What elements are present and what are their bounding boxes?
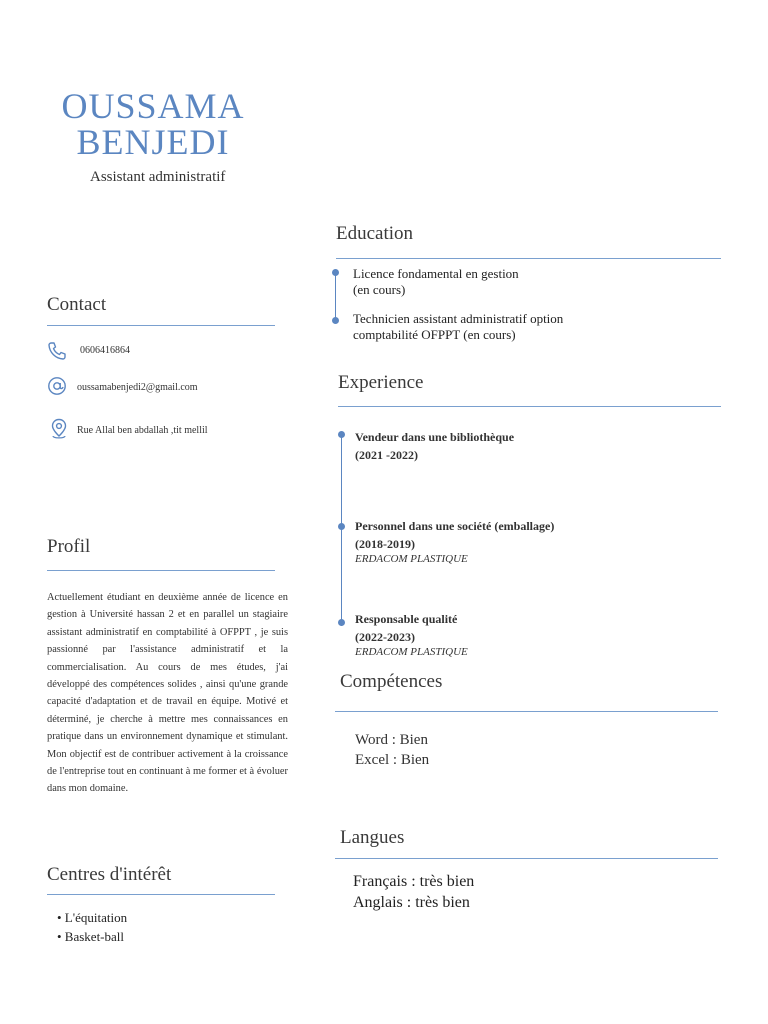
experience-item (355, 610, 468, 658)
timeline-dot (338, 619, 345, 626)
profile-text: Actuellement étudiant en deuxième année de licence en gestion à Université hassan 2 et en parallel un stagiaire assistant administratif en comptabilité à OFPPT , je suis passionné par l'assistance administratif et la commercialisation. Au cours de mes études, j'ai développé des compétences solides , ainsi qu'une grande capacité d'adaptation et de travail en équipe. Motivé et déterminé, je cherche à mettre mes connaissances en pratique dans un environnement dynamique et stimulant. Mon objectif est de contribuer activement à la croissance de l'entreprise tout en continuant à me former et à évoluer dans mon domaine. (47, 592, 288, 795)
languages-title: Langues (340, 827, 405, 848)
experience-item (355, 517, 554, 565)
experience-dates: (2021 -2022) (355, 448, 418, 462)
timeline-dot (338, 431, 345, 438)
timeline-dot (332, 317, 339, 324)
skills-title: Compétences (340, 671, 443, 692)
education-item (353, 266, 519, 298)
email-address: oussamabenjedi2@gmail.com (77, 382, 198, 393)
languages-list (353, 871, 474, 913)
list-item: Français : très bien (353, 873, 475, 890)
experience-role: Personnel dans une société (emballage) (355, 519, 555, 533)
languages-divider (335, 858, 718, 859)
education-divider (336, 258, 721, 259)
timeline-dot (338, 523, 345, 530)
experience-timeline (341, 434, 342, 626)
first-name: OUSSAMA (61, 86, 245, 126)
last-name: BENJEDI (76, 122, 230, 162)
interests-title: Centres d'intérêt (47, 864, 172, 885)
interests-divider (47, 894, 275, 895)
list-item: Anglais : très bien (353, 894, 470, 911)
timeline-dot (332, 269, 339, 276)
list-item: • Basket-ball (57, 929, 125, 944)
list-item: Excel : Bien (355, 752, 430, 768)
experience-role: Vendeur dans une bibliothèque (355, 430, 515, 444)
skills-list (355, 730, 429, 770)
candidate-name (48, 88, 258, 160)
education-timeline (335, 272, 336, 320)
education-item (353, 311, 563, 343)
education-status: comptabilité OFPPT (en cours) (353, 327, 516, 342)
experience-dates: (2018-2019) (355, 537, 415, 551)
phone-icon (47, 341, 67, 361)
list-item: • L'équitation (57, 910, 128, 925)
interests-list (57, 908, 127, 946)
list-item: Word : Bien (355, 732, 428, 748)
education-status: (en cours) (353, 282, 406, 297)
skills-divider (335, 711, 718, 712)
postal-address: Rue Allal ben abdallah ,tit mellil (77, 425, 208, 436)
profile-title: Profil (47, 536, 91, 557)
experience-divider (338, 406, 721, 407)
at-sign-icon (47, 376, 67, 396)
experience-dates: (2022-2023) (355, 630, 415, 644)
education-degree: Licence fondamental en gestion (353, 266, 519, 281)
location-pin-icon (49, 418, 69, 438)
experience-item (355, 428, 514, 464)
phone-number: 0606416864 (80, 345, 130, 356)
contact-title: Contact (47, 294, 107, 315)
profile-divider (47, 570, 275, 571)
experience-role: Responsable qualité (355, 612, 458, 626)
experience-company: ERDACOM PLASTIQUE (355, 646, 468, 658)
contact-divider (47, 325, 275, 326)
experience-title: Experience (338, 372, 424, 393)
education-degree: Technicien assistant administratif option (353, 311, 564, 326)
education-title: Education (336, 223, 414, 244)
job-title: Assistant administratif (90, 169, 226, 185)
experience-company: ERDACOM PLASTIQUE (355, 553, 468, 565)
